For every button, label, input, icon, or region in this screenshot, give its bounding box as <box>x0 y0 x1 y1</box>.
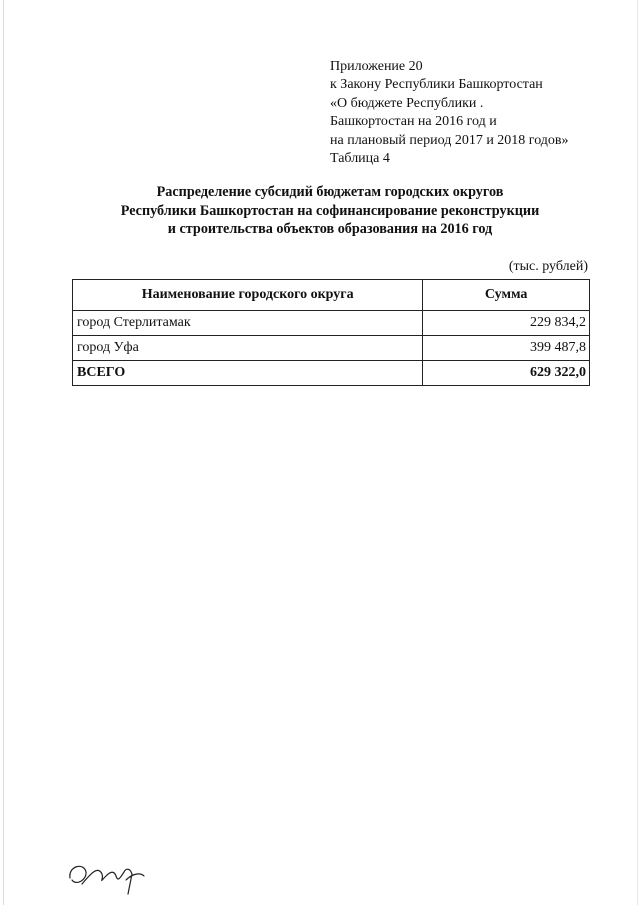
appendix-line: Таблица 4 <box>330 151 390 167</box>
title-line: Республики Башкортостан на софинансирование реконструкции <box>120 202 540 219</box>
cell-district-name: город Стерлитамак <box>73 311 423 336</box>
table-row <box>73 336 590 361</box>
appendix-line: Башкортостан на 2016 год и <box>330 114 497 130</box>
appendix-line: Приложение 20 <box>330 59 423 74</box>
table-header-row <box>73 280 590 311</box>
subsidy-table <box>72 279 590 386</box>
cell-total-label: ВСЕГО <box>73 361 423 386</box>
cell-district-name: город Уфа <box>73 336 423 361</box>
appendix-header <box>330 58 569 168</box>
header-district-name: Наименование городского округа <box>73 280 423 311</box>
title-line: и строительства объектов образования на 2016 год <box>167 221 493 238</box>
header-amount: Сумма <box>423 280 590 311</box>
document-title <box>60 183 600 239</box>
appendix-line: «О бюджете Республики . <box>330 95 484 111</box>
signature-mark <box>62 850 152 900</box>
appendix-line: на плановый период 2017 и 2018 годов» <box>330 132 569 148</box>
cell-amount: 229 834,2 <box>423 311 590 336</box>
cell-total-amount: 629 322,0 <box>423 361 590 386</box>
units-label: (тыс. рублей) <box>508 259 588 274</box>
appendix-line: к Закону Республики Башкортостан <box>330 77 543 93</box>
table-row <box>73 311 590 336</box>
cell-amount: 399 487,8 <box>423 336 590 361</box>
title-line: Распределение субсидий бюджетам городских округов <box>156 184 504 200</box>
scan-edge-right <box>637 0 638 905</box>
scan-edge-left <box>3 0 4 905</box>
table-total-row <box>73 361 590 386</box>
